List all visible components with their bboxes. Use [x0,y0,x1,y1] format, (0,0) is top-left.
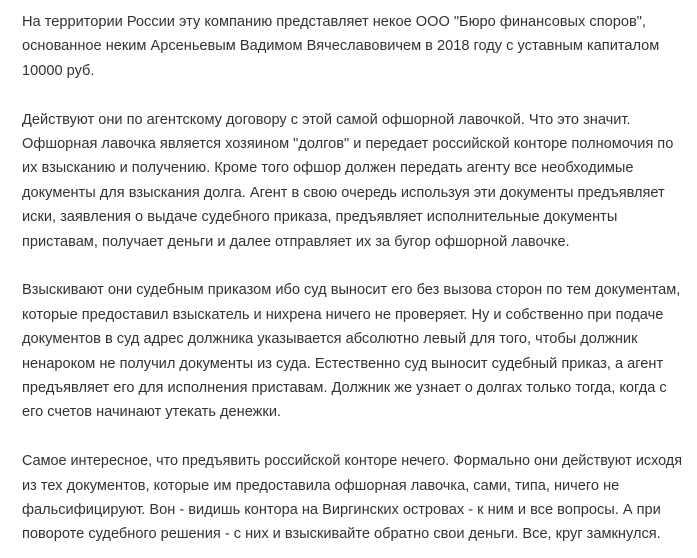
text-line: из тех документов, которые им предоставила офшорная лавочка, сами, типа, ничего не [22,477,620,494]
text-line: их взысканию и получению. Кроме того офшор должен передать агенту все необходимые [22,160,634,177]
text-line: Действуют они по агентскому договору с этой самой офшорной лавочкой. Что это значит. [22,111,631,128]
paragraph-conclusion [22,449,682,547]
text-line: предъявляет его для исполнения приставам. Должник же узнает о долгах только тогда, когда с [22,380,667,397]
text-line: 10000 руб. [22,62,95,79]
text-line: основанное неким Арсеньевым Вадимом Вячеславовичем в 2018 году с уставным капиталом [22,38,660,55]
paragraph-company [22,10,682,83]
paragraph-agency-agreement [22,108,682,254]
text-line: фальсифицируют. Вон - видишь контора на Виргинских островах - к ним и все вопросы. А при [22,502,661,519]
text-line: повороте судебного решения - с них и взыскивайте обратно свои деньги. Все, круг замкнулся. [22,526,661,543]
text-line: Самое интересное, что предъявить российской конторе нечего. Формально они действуют исходя [22,453,682,470]
text-line: документов в суд адрес должника указывается абсолютно левый для того, чтобы должник [22,331,638,348]
text-line: На территории России эту компанию представляет некое ООО "Бюро финансовых споров", [22,14,646,30]
text-line: его счетов начинают утекать денежки. [22,404,282,421]
text-line: иски, заявления о выдаче судебного приказа, предъявляет исполнительные документы [22,209,618,226]
text-line: ненароком не получил документы из суда. Естественно суд выносит судебный приказ, а агент [22,355,664,372]
text-line: приставам, получает деньги и далее отправляет их за бугор офшорной лавочке. [22,233,570,250]
text-line: документы для взыскания долга. Агент в свою очередь используя эти документы предъявляет [22,184,665,201]
text-line: которые предоставил взыскатель и нихрена ничего не проверяет. Ну и собственно при подаче [22,306,664,323]
paragraph-court-order [22,278,682,424]
article-body [22,10,682,547]
text-line: Офшорная лавочка является хозяином "долгов" и передает российской конторе полномочия по [22,136,674,153]
text-line: Взыскивают они судебным приказом ибо суд выносит его без вызова сторон по тем документам, [22,282,681,299]
